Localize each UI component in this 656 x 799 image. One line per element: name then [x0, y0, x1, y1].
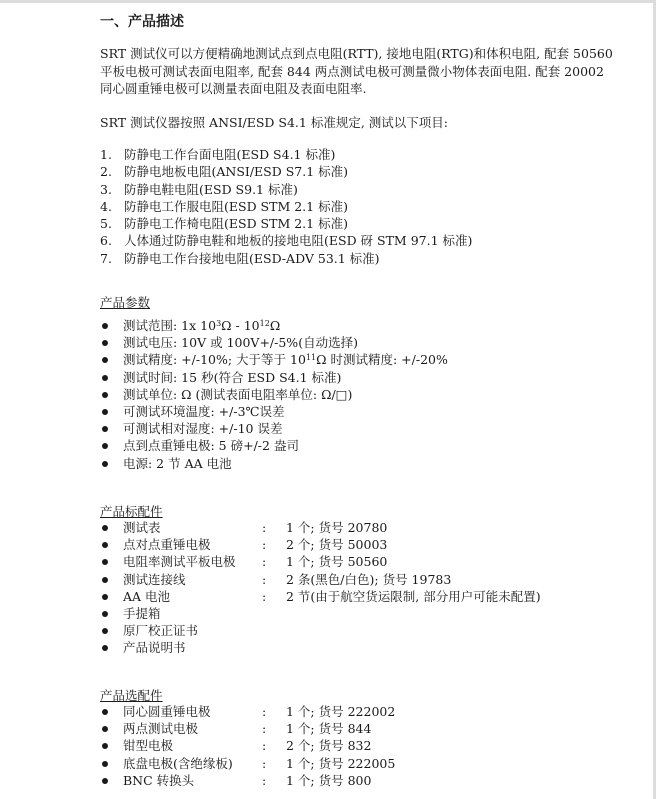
bullet-icon [102, 525, 108, 531]
list-item: 手提箱 [100, 605, 620, 622]
list-item: 1. 防静电工作台面电阻(ESD S4.1 标准) [100, 147, 336, 162]
bullet-icon [102, 577, 108, 583]
list-item: 测试表 : 1 个; 货号 20780 [100, 519, 620, 536]
param-weight: 点到点重锤电极: 5 磅+/-2 盎司 [100, 437, 620, 454]
bullet-icon [102, 443, 108, 449]
bullet-icon [102, 542, 108, 548]
params-list [100, 317, 620, 472]
bullet-icon [102, 709, 108, 715]
bullet-icon [102, 594, 108, 600]
param-power: 电源: 2 节 AA 电池 [100, 455, 620, 472]
param-humidity: 可测试相对湿度: +/-10 误差 [100, 420, 620, 437]
section-heading: 一、产品描述 [100, 14, 184, 30]
list-item: 2. 防静电地板电阻(ANSI/ESD S7.1 标准) [100, 164, 349, 180]
bullet-icon [102, 357, 108, 363]
param-voltage: 测试电压: 10V 或 100V+/-5%(自动选择) [100, 334, 620, 351]
param-range: 测试范围: 1x $10^3\Omega - 10^{12}\Omega$ [100, 317, 620, 334]
list-item: 测试连接线 : 2 条(黑色/白色); 货号 19783 [100, 571, 620, 588]
bullet-icon [102, 726, 108, 732]
bullet-icon [102, 409, 108, 415]
optional-parts-title: 产品选配件 [100, 688, 163, 703]
intro-paragraph: SRT 测试仪可以方便精确地测试点到点电阻(RTT), 接地电阻(RTG)和体积电阻, 配套 50560 平板电极可测试表面电阻率, 配套 844 两点测试电极可测量微小物体表面电阻. 配套 20002 同心圆重锤电极可以测量表面电阻及表面电阻率. [100, 46, 613, 96]
standards-intro: SRT 测试仪器按照 ANSI/ESD S4.1 标准规定, 测试以下项目: [100, 115, 448, 130]
param-temperature: 可测试环境温度: +/-3℃误差 [100, 403, 620, 420]
test-items-list [100, 146, 620, 267]
bullet-icon [102, 340, 108, 346]
list-item: 点对点重锤电极 : 2 个; 货号 50003 [100, 536, 620, 553]
bullet-icon [102, 375, 108, 381]
list-item: 底盘电极(含绝缘板) : 1 个; 货号 222005 [100, 755, 620, 772]
bullet-icon [102, 611, 108, 617]
standard-parts-title: 产品标配件 [100, 504, 163, 519]
list-item: 电阻率测试平板电极 : 1 个; 货号 50560 [100, 553, 620, 570]
param-unit: 测试单位: Ω (测试表面电阻率单位: Ω/□) [100, 386, 620, 403]
standard-parts-list [100, 519, 620, 657]
bullet-icon [102, 323, 108, 329]
list-item: 钳型电极 : 2 个; 货号 832 [100, 737, 620, 754]
bullet-icon [102, 778, 108, 784]
bullet-icon [102, 628, 108, 634]
params-title: 产品参数 [100, 295, 151, 310]
list-item: BNC 转换头 : 1 个; 货号 800 [100, 772, 620, 789]
bullet-icon [102, 761, 108, 767]
optional-parts-list [100, 703, 620, 789]
bullet-icon [102, 392, 108, 398]
list-item: 4. 防静电工作服电阻(ESD STM 2.1 标准) [100, 198, 348, 214]
bullet-icon [102, 559, 108, 565]
bullet-icon [102, 645, 108, 651]
bullet-icon [102, 426, 108, 432]
list-item: 同心圆重锤电极 : 1 个; 货号 222002 [100, 703, 620, 720]
list-item: 6. 人体通过防静电鞋和地板的接地电阻(ESD 砑 STM 97.1 标准) [100, 233, 473, 249]
list-item: 7. 防静电工作台接地电阻(ESD-ADV 53.1 标准) [100, 250, 380, 266]
list-item: AA 电池 : 2 节(由于航空货运限制, 部分用户可能未配置) [100, 588, 620, 605]
bullet-icon [102, 461, 108, 467]
bullet-icon [102, 743, 108, 749]
param-time: 测试时间: 15 秒(符合 ESD S4.1 标准) [100, 369, 620, 386]
param-accuracy: 测试精度: +/-10%; 大于等于 $10^{11}\Omega$ 时测试精度: +/-20% [100, 351, 620, 368]
list-item: 5. 防静电工作椅电阻(ESD STM 2.1 标准) [100, 216, 348, 232]
list-item: 产品说明书 [100, 639, 620, 656]
list-item: 原厂校正证书 [100, 622, 620, 639]
list-item: 3. 防静电鞋电阻(ESD S9.1 标准) [100, 181, 298, 197]
list-item: 两点测试电极 : 1 个; 货号 844 [100, 720, 620, 737]
